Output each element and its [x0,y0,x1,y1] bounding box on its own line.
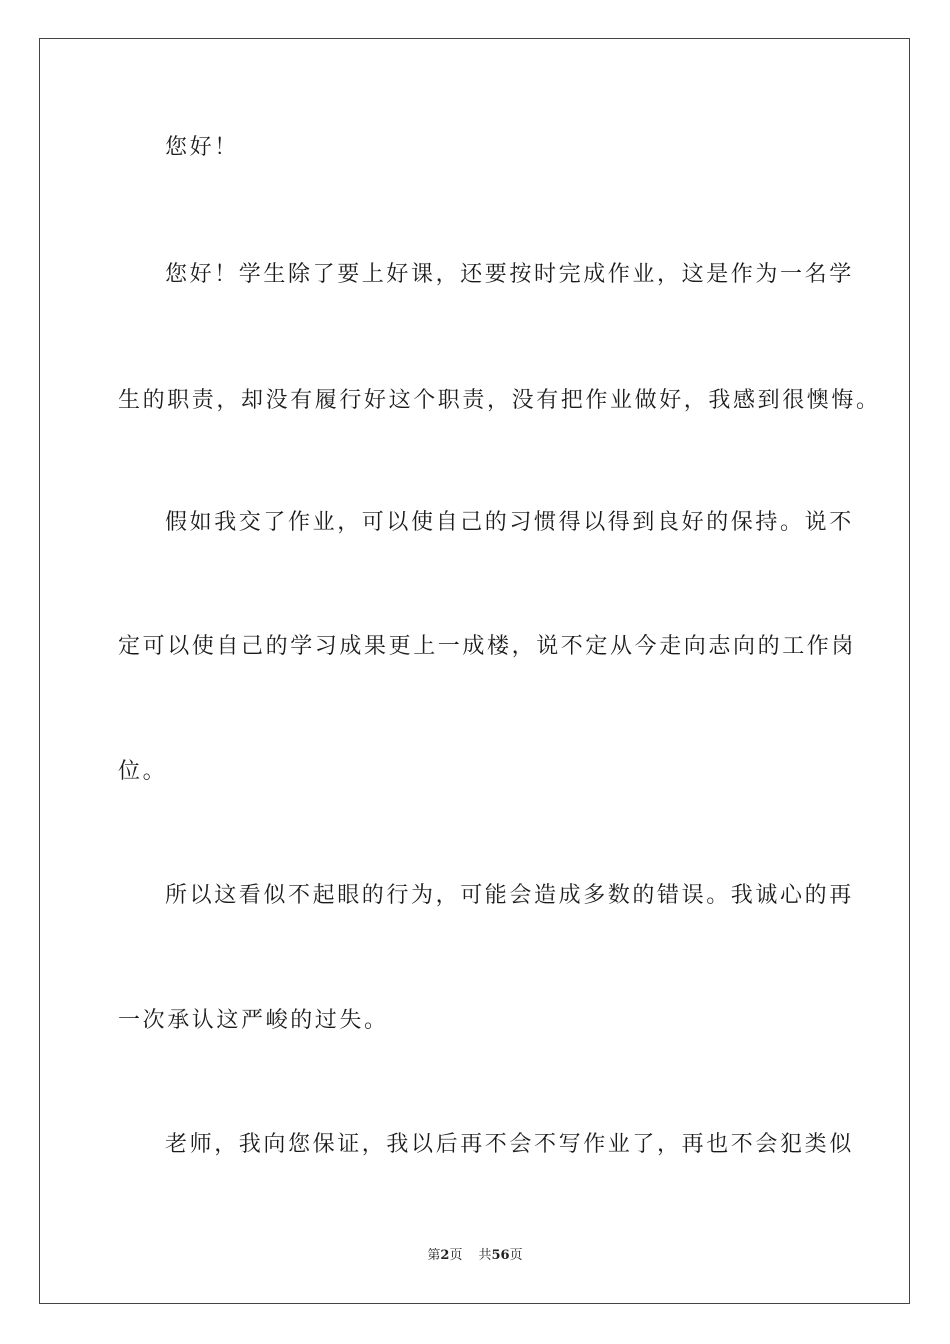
total-pages: 56 [491,1248,510,1263]
text-line: 老师，我向您保证，我以后再不会不写作业了，再也不会犯类似 [165,1132,854,1157]
page-label-prefix: 第 [427,1248,441,1263]
text-line-salutation: 您好！ [165,135,239,160]
page-footer [0,1247,950,1265]
page-number: 2 [440,1248,450,1263]
page-label-suffix: 页 [449,1248,463,1263]
total-label-suffix: 页 [509,1248,523,1263]
text-line: 定可以使自己的学习成果更上一成楼，说不定从今走向志向的工作岗 [118,634,857,659]
text-line: 一次承认这严峻的过失。 [118,1008,389,1033]
text-line: 位。 [118,759,168,784]
text-line: 假如我交了作业，可以使自己的习惯得以得到良好的保持。说不 [165,510,854,535]
text-line: 所以这看似不起眼的行为，可能会造成多数的错误。我诚心的再 [165,883,854,908]
page-frame [39,38,910,1304]
text-line: 您好！学生除了要上好课，还要按时完成作业，这是作为一名学 [165,262,854,287]
text-line: 生的职责，却没有履行好这个职责，没有把作业做好，我感到很懊悔。 [118,388,881,413]
total-label-prefix: 共 [478,1248,492,1263]
